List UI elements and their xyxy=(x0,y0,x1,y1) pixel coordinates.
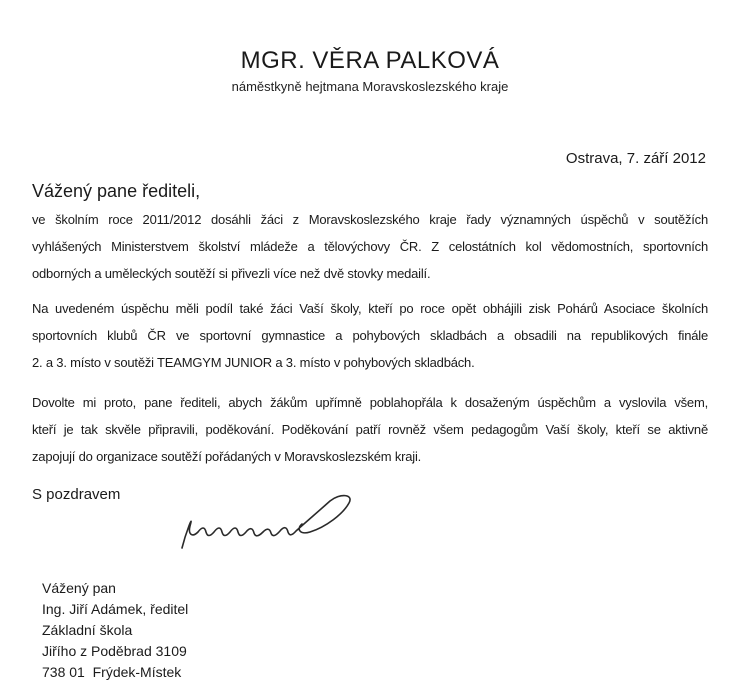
paragraph-line: odborných a uměleckých soutěží si přivezli více než dvě stovky medailí. xyxy=(32,266,431,281)
paragraph-line: kteří je tak skvěle připravili, poděkování. Poděkování patří rovněž všem pedagogům Vaší školy, kteří se aktivně xyxy=(32,422,708,437)
dateline: Ostrava, 7. září 2012 xyxy=(565,150,706,167)
sender-role: náměstkyně hejtmana Moravskoslezského kraje xyxy=(231,79,509,94)
salutation: Vážený pane řediteli, xyxy=(32,181,201,201)
paragraph-line: ve školním roce 2011/2012 dosáhli žáci z Moravskoslezského kraje řady významných úspěchů v soutěžích xyxy=(32,212,708,227)
paragraph-2 xyxy=(32,295,708,376)
paragraph-3 xyxy=(32,389,708,470)
recipient-line: Jiřího z Poděbrad 3109 xyxy=(42,643,187,659)
paragraph-line: Dovolte mi proto, pane řediteli, abych žákům upřímně poblahopřála k dosaženým úspěchům a vyslovila všem, xyxy=(32,395,708,410)
recipient-line: 738 01 Frýdek-Místek xyxy=(42,664,182,680)
recipient-line: Základní škola xyxy=(42,622,133,638)
paragraph-line: sportovních klubů ČR ve sportovní gymnastice a pohybových skladbách a obsadili na republikových finále xyxy=(32,328,708,343)
handwritten-signature-icon xyxy=(168,486,368,556)
closing: S pozdravem xyxy=(32,486,121,503)
paragraph-line: vyhlášených Ministerstvem školství mládeže a tělovýchovy ČR. Z celostátních kol vědomostních, sportovních xyxy=(32,239,708,254)
sender-name: MGR. VĚRA PALKOVÁ xyxy=(240,47,500,74)
letterhead xyxy=(0,46,740,95)
recipient-line: Vážený pan xyxy=(42,580,116,596)
recipient-line: Ing. Jiří Adámek, ředitel xyxy=(42,601,189,617)
paragraph-line: Na uvedeném úspěchu měli podíl také žáci Vaší školy, kteří po roce opět obhájili zisk Pohárů Asociace školních xyxy=(32,301,708,316)
recipient-address xyxy=(42,578,740,683)
paragraph-line: zapojují do organizace soutěží pořádaných v Moravskoslezském kraji. xyxy=(32,449,422,464)
paragraph-1 xyxy=(32,206,708,287)
paragraph-line: 2. a 3. místo v soutěži TEAMGYM JUNIOR a 3. místo v pohybových skladbách. xyxy=(32,355,475,370)
